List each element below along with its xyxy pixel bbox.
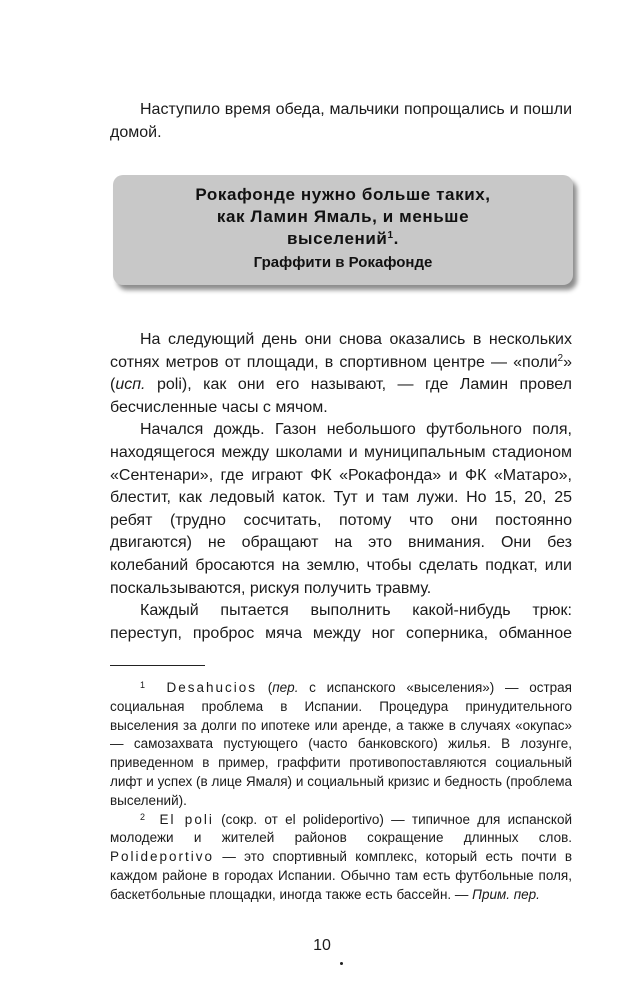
top-paragraph-block <box>110 99 572 144</box>
footnotes <box>110 679 572 905</box>
footnote-2-term: El poli <box>159 811 214 827</box>
footnote-ref-1: 1 <box>387 230 394 241</box>
quote-title-end: . <box>393 229 399 248</box>
paragraph-1-text-a: На следующий день они снова оказались в нескольких сотнях метров от площади, в спортивном центре — «поли <box>110 331 572 371</box>
quote-title-line-2: как Ламин Ямаль, и меньше <box>216 207 470 226</box>
footnote-1-abbr: пер. <box>272 680 299 695</box>
footnote-2-number: 2 <box>140 811 146 822</box>
top-paragraph: Наступило время обеда, мальчики попрощались и пошли домой. <box>110 101 572 141</box>
quote-title <box>113 175 573 250</box>
paragraph-1-text-b: » ( <box>110 353 572 394</box>
footnote-1-number: 1 <box>140 680 146 690</box>
footnote-1 <box>110 679 572 811</box>
footnote-divider <box>110 665 205 666</box>
graffiti-quote-box <box>113 175 573 285</box>
page-number: 10 <box>313 937 331 954</box>
quote-title-line-1: Рокафонде нужно больше таких, <box>195 185 491 204</box>
footnote-1-text-a: ( <box>257 680 273 695</box>
paragraph-3: Каждый пытается выполнить какой-нибудь трюк: переступ, проброс мяча между ног соперника, обманное <box>110 602 572 642</box>
footnote-2-translator-note: Прим. пер. <box>472 886 540 902</box>
footnote-2-term-2: Polideportivo <box>110 849 215 865</box>
footnote-1-term: Desahucios <box>166 680 258 695</box>
paragraph-1-abbr: исп. <box>115 376 146 394</box>
paragraph-1-text-c: poli), как они его называют, — где Ламин провел бесчисленные часы с мячом. <box>110 376 572 416</box>
footnote-ref-2: 2 <box>557 352 564 364</box>
quote-title-line-3: выселений <box>287 229 388 248</box>
page-number-dot <box>340 962 343 965</box>
quote-subtitle: Граффити в Рокафонде <box>253 254 433 271</box>
footnote-2-text-b: — это спортивный комплекс, который есть почти в каждом районе в городах Испании. Обычно там есть футбольные поля, баскетбольные площадки, иногда также есть бассейн. — <box>110 849 572 902</box>
footnote-2-text-a: (сокр. от el polideportivo) — типичное для испанской молодежи и жителей районов сокращение длинных слов. <box>110 811 572 846</box>
footnote-1-text-b: с испанского «выселения») — острая социальная проблема в Испании. Процедура принудительного выселения за долги по ипотеке или аренде, а также в случаях «окупас» — самозахвата пустующего (часто банковского) жилья. В лозунге, приведенном в пример, граффити противопоставляются социальный лифт и успех (в лице Ямаля) и социальный кризис и бедность (проблема выселений). <box>110 680 572 808</box>
body-text <box>110 329 572 645</box>
paragraph-2: Начался дождь. Газон небольшого футбольного поля, находящегося между школами и муниципальным стадионом «Сентенари», где играют ФК «Рокафонда» и ФК «Матаро», блестит, как ледовый каток. Тут и там лужи. Но 15, 20, 25 ребят (трудно сосчитать, потому что они постоянно двигаются) не обращают на это внимания. Они без колебаний бросаются на землю, чтобы сделать подкат, или поскальзываются, рискуя получить травму. <box>110 421 572 597</box>
paragraph-1 <box>110 329 572 419</box>
footnote-2 <box>110 811 572 905</box>
